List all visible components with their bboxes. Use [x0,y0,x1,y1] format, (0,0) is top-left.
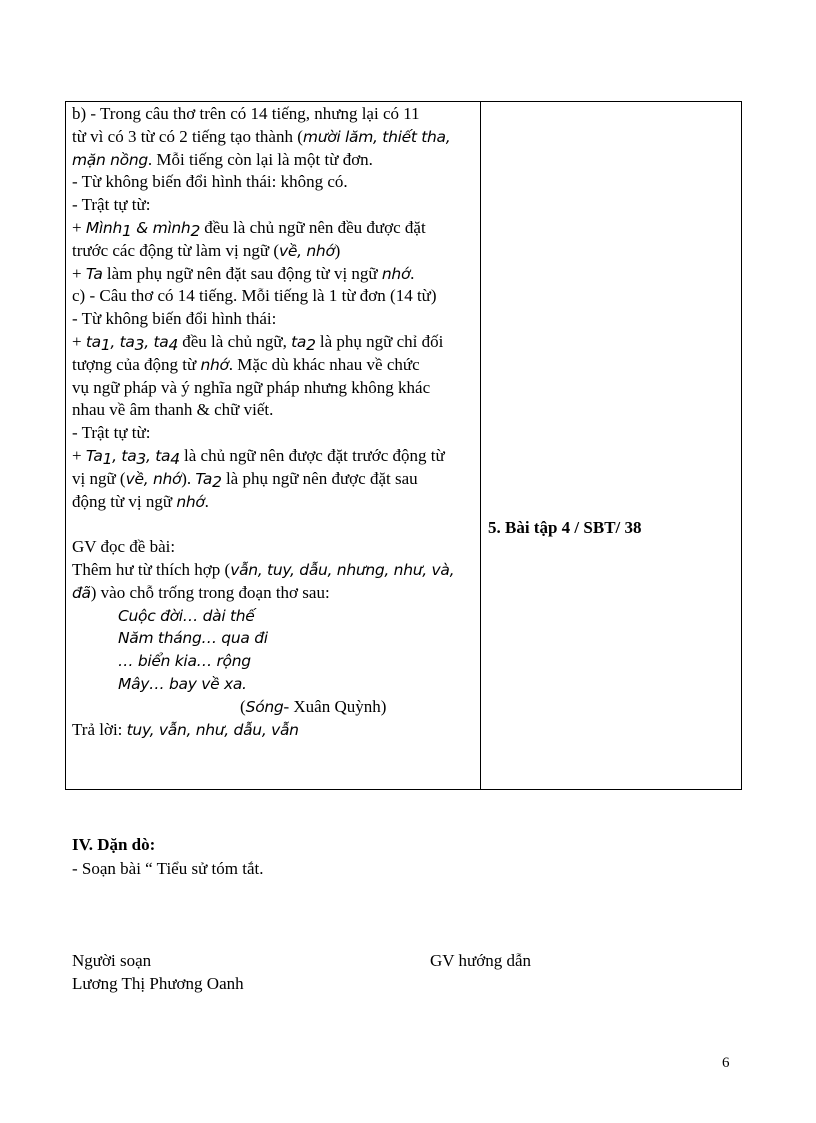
c-word-order-line: - Trật tự từ: [72,423,151,443]
spacer [72,513,476,536]
b-word-order-line: - Trật tự từ: [72,195,151,215]
b-minh-line: + Mình$_1$ & mình$_2$ đều là chủ ngữ nên đều được đặt [72,217,426,240]
c-object-line: tượng của động từ nhớ. Mặc dù khác nhau về chức [72,354,420,374]
task-line-1: Thêm hư từ thích hợp (vẫn, tuy, dẫu, nhưng, như, và, [72,559,455,579]
c-sound-line: nhau về âm thanh & chữ viết. [72,400,274,420]
homework-item: - Soạn bài “ Tiểu sử tóm tắt. [72,859,264,878]
b-no-change-line: - Từ không biến đổi hình thái: không có. [72,172,348,192]
table-column-divider [480,101,481,789]
c-last-line: động từ vị ngữ nhớ. [72,491,209,511]
b-line-2: từ vì có 3 từ có 2 tiếng tạo thành (mười lăm, thiết tha, [72,126,451,146]
homework-title: IV. Dặn dò: [72,835,156,854]
advisor-label: GV hướng dẫn [430,951,531,970]
b-line-1: b) - Trong câu thơ trên có 14 tiếng, nhưng lại có 11 [72,104,420,123]
poem-line-3: … biển kia… rộng [118,652,251,671]
task-line-2: đã) vào chỗ trống trong đoạn thơ sau: [72,582,330,602]
poem-line-2: Năm tháng… qua đi [118,629,268,648]
poem-source: (Sóng- Xuân Quỳnh) [240,696,387,716]
gv-read-line: GV đọc đề bài: [72,537,176,557]
c-function-line: vụ ngữ pháp và ý nghĩa ngữ pháp nhưng không khác [72,377,431,397]
c-line-1: c) - Câu thơ có 14 tiếng. Mỗi tiếng là 1 từ đơn (14 từ) [72,286,437,306]
poem-line-4: Mây… bay về xa. [118,674,247,693]
page-number: 6 [722,1055,730,1071]
exercise-label: 5. Bài tập 4 / SBT/ 38 [488,518,642,537]
b-line-3: mặn nồng. Mỗi tiếng còn lại là một từ đơn. [72,149,373,169]
c-no-change-line: - Từ không biến đổi hình thái: [72,309,277,329]
c-subject-line: + $Ta_1$, $ta_3$, $ta_4$ là chủ ngữ nên được đặt trước động từ [72,445,445,468]
poem-line-1: Cuộc đời… dài thế [118,606,255,625]
author-label: Người soạn [72,951,152,970]
answer-line: Trả lời: tuy, vẫn, như, dẫu, vẫn [72,719,299,739]
c-predicate-line: vị ngữ (về, nhớ). $Ta_2$ là phụ ngữ nên được đặt sau [72,468,418,491]
table-left-cell [72,103,476,741]
b-ta-line: + Ta làm phụ ngữ nên đặt sau động từ vị ngữ nhớ. [72,263,415,283]
b-minh-line-2: trước các động từ làm vị ngữ (về, nhớ) [72,240,341,260]
author-name: Lương Thị Phương Oanh [72,974,244,993]
c-ta-line: + $ta_1$, $ta_3$, $ta_4$ đều là chủ ngữ, $ta_2$ là phụ ngữ chỉ đối [72,331,444,354]
